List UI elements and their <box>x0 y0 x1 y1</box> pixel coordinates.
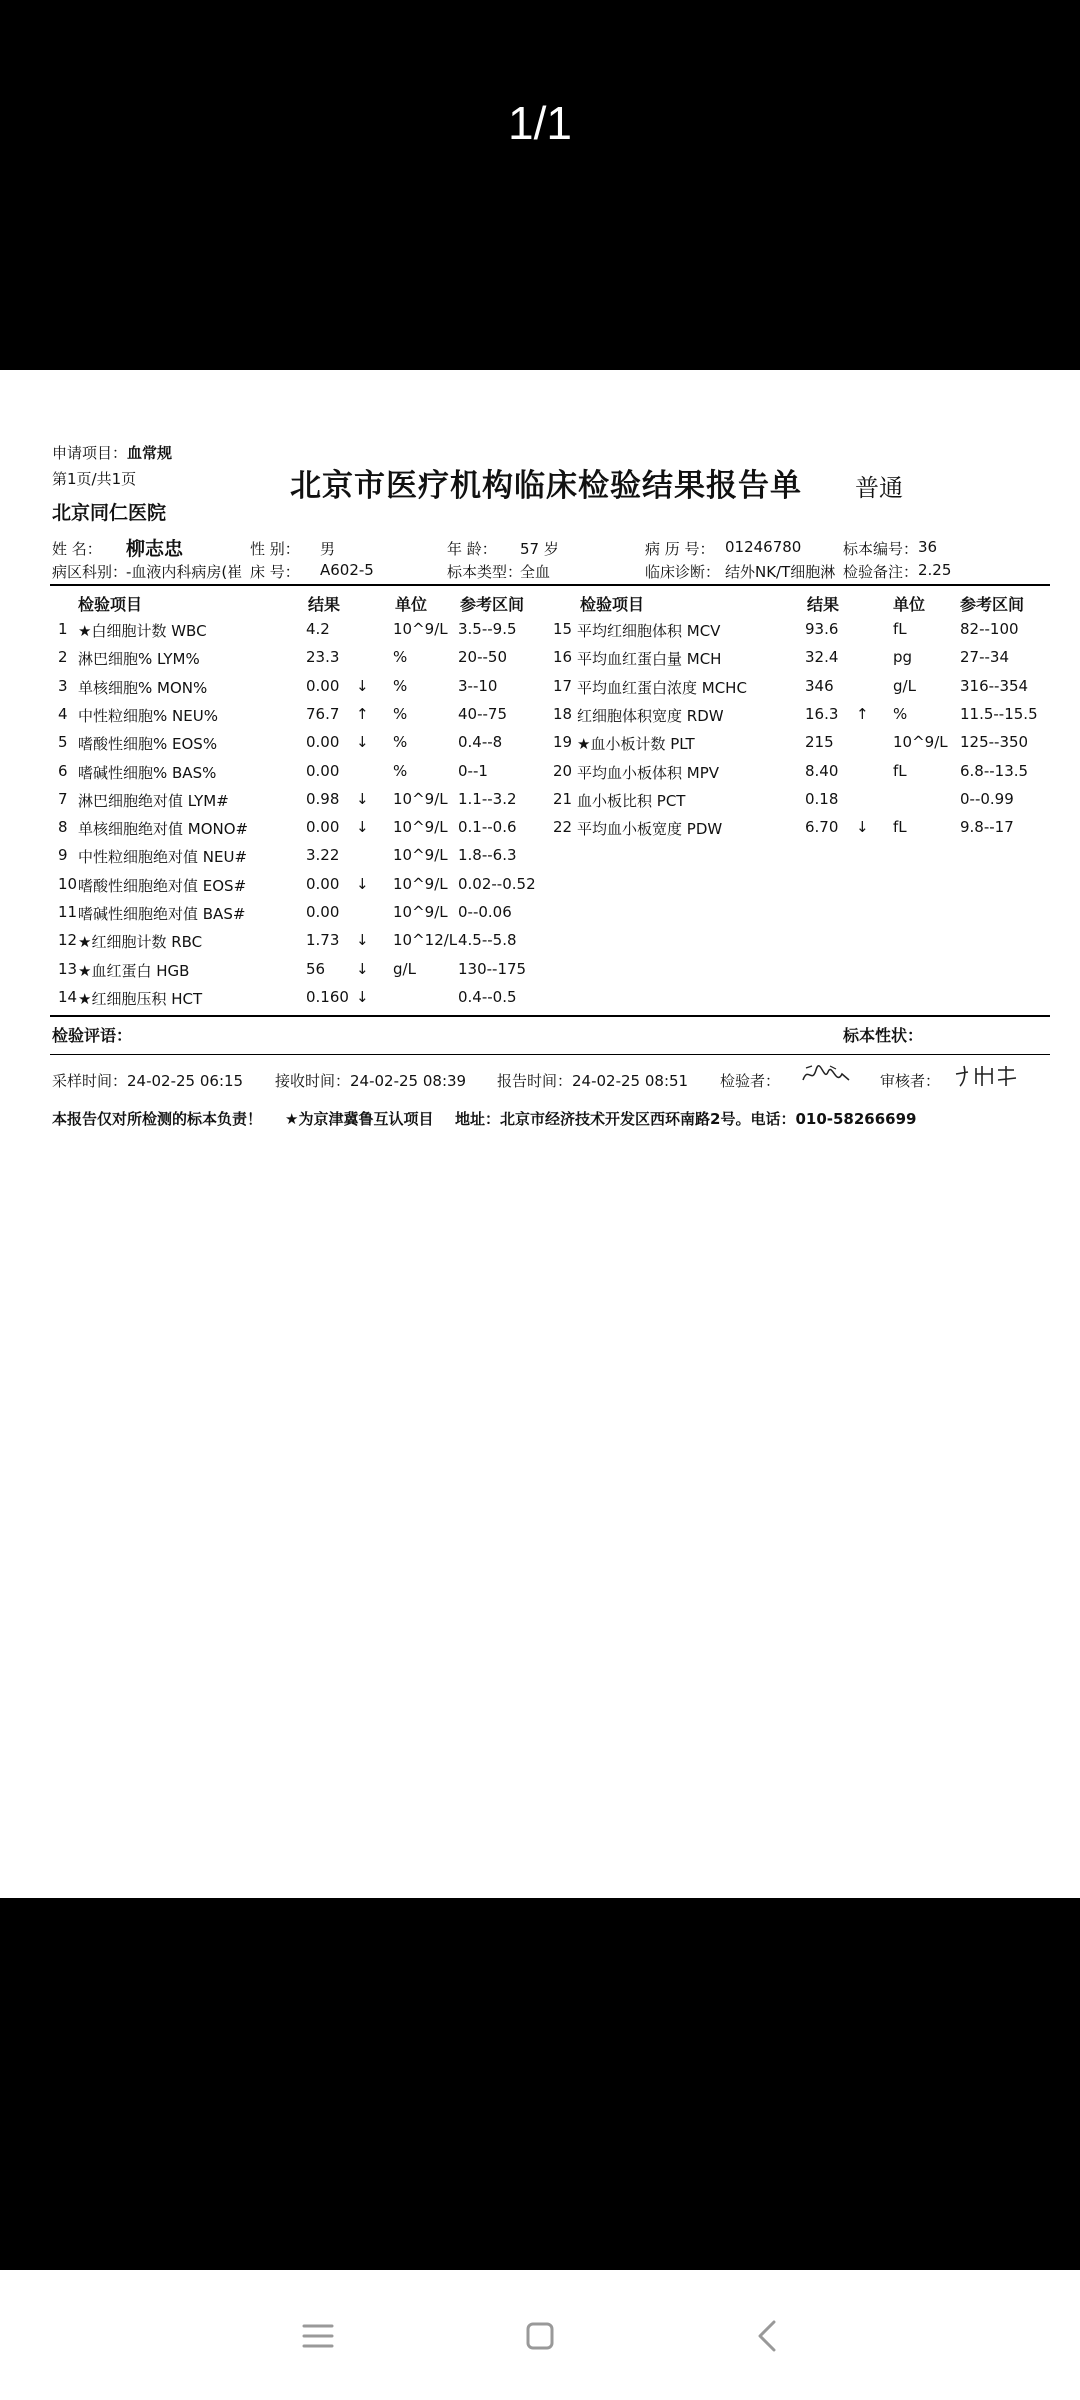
reviewer-signature-icon <box>952 1060 1022 1090</box>
diagnosis-label: 临床诊断： <box>645 563 721 581</box>
cell-unit: 10^9/L <box>393 846 448 865</box>
cell-range: 20--50 <box>458 648 507 667</box>
priority-label: 普通 <box>855 474 903 502</box>
home-icon <box>512 2308 568 2364</box>
cell-no: 13 <box>58 959 78 978</box>
table-row <box>0 733 1080 755</box>
cell-result: 0.98 <box>306 789 340 808</box>
cell-unit: 10^12/L <box>393 931 458 950</box>
cell-no: 1 <box>58 620 68 638</box>
cell-name: 平均血红蛋白浓度 MCHC <box>577 678 747 697</box>
sample-state-label: 标本性状： <box>843 1026 924 1045</box>
header-result-right: 结果 <box>807 595 840 614</box>
cell-flag: ↓ <box>356 874 369 893</box>
bed-value: A602-5 <box>320 561 374 579</box>
cell-name: 单核细胞绝对值 MONO# <box>78 820 249 839</box>
cell-unit: fL <box>893 620 907 638</box>
table-row <box>0 903 1080 925</box>
cell-range: 0--1 <box>458 761 488 780</box>
cell-range: 11.5--15.5 <box>960 704 1038 723</box>
cell-name: 嗜酸性细胞绝对值 EOS# <box>78 876 247 895</box>
cell-result: 23.3 <box>306 648 340 667</box>
cell-range: 1.1--3.2 <box>458 789 517 808</box>
cell-range: 0.4--0.5 <box>458 987 517 1006</box>
cell-range: 316--354 <box>960 676 1029 695</box>
cell-no: 3 <box>58 676 68 695</box>
cell-unit: % <box>393 733 408 752</box>
bed-label: 床 号： <box>250 563 300 581</box>
cell-unit: fL <box>893 761 907 780</box>
cell-no: 22 <box>553 818 573 837</box>
header-unit-right: 单位 <box>893 595 926 614</box>
cell-no: 7 <box>58 789 68 808</box>
home-button[interactable] <box>512 2308 568 2364</box>
cell-name: 平均红细胞体积 MCV <box>577 622 721 640</box>
table-row <box>0 705 1080 727</box>
cell-no: 19 <box>553 733 573 752</box>
page-indicator: 1/1 <box>508 97 572 149</box>
patient-name-label: 姓 名： <box>52 540 102 558</box>
patient-sex: 男 <box>320 540 336 558</box>
table-bottom-rule <box>50 1015 1050 1017</box>
cell-unit: 10^9/L <box>893 733 948 752</box>
cell-result: 0.00 <box>306 903 340 921</box>
cell-range: 130--175 <box>458 959 527 978</box>
reviewer-label: 审核者： <box>880 1072 941 1090</box>
cell-flag: ↓ <box>356 931 369 950</box>
cell-name: 嗜酸性细胞% EOS% <box>78 735 218 754</box>
cell-name: 中性粒细胞绝对值 NEU# <box>78 848 248 867</box>
request-value: 血常规 <box>127 444 173 462</box>
patient-name: 柳志忠 <box>126 538 184 560</box>
receive-time-value: 24-02-25 08:39 <box>350 1072 467 1090</box>
page-info: 第1页/共1页 <box>52 470 137 488</box>
record-number: 01246780 <box>725 538 802 556</box>
cell-no: 2 <box>58 648 68 667</box>
cell-flag: ↑ <box>356 704 369 723</box>
cell-no: 16 <box>553 648 573 667</box>
cell-name: 淋巴细胞绝对值 LYM# <box>78 791 229 810</box>
table-row <box>0 762 1080 784</box>
cell-result: 346 <box>805 676 834 695</box>
cell-flag: ↓ <box>356 959 369 978</box>
tester-signature-icon <box>800 1060 852 1090</box>
table-row <box>0 818 1080 840</box>
cell-no: 17 <box>553 676 573 695</box>
header-result-left: 结果 <box>308 595 341 614</box>
header-range-right: 参考区间 <box>960 595 1025 614</box>
cell-result: 8.40 <box>805 761 839 780</box>
cell-result: 0.160 <box>306 987 349 1006</box>
back-button[interactable] <box>740 2308 796 2364</box>
cell-flag: ↑ <box>856 704 869 723</box>
report-title: 北京市医疗机构临床检验结果报告单 <box>290 468 802 504</box>
cell-range: 3.5--9.5 <box>458 620 517 638</box>
table-row <box>0 846 1080 868</box>
receive-time-label: 接收时间： <box>275 1072 351 1090</box>
table-row <box>0 790 1080 812</box>
cell-unit: 10^9/L <box>393 789 448 808</box>
header-item-left: 检验项目 <box>78 595 143 614</box>
back-icon <box>740 2308 796 2364</box>
cell-no: 4 <box>58 704 68 723</box>
cell-range: 9.8--17 <box>960 818 1014 837</box>
comment-rule <box>50 1054 1050 1055</box>
cell-result: 56 <box>306 959 326 978</box>
cell-range: 0--0.06 <box>458 903 512 921</box>
collect-time-label: 采样时间： <box>52 1072 128 1090</box>
cell-unit: % <box>393 704 408 723</box>
cell-range: 0.02--0.52 <box>458 874 536 893</box>
cell-no: 12 <box>58 931 78 950</box>
dept-label: 病区科别： <box>52 563 128 581</box>
header-item-right: 检验项目 <box>580 595 645 614</box>
viewer-top-bar <box>0 0 1080 370</box>
footer-mutual: ★为京津冀鲁互认项目 <box>285 1110 434 1128</box>
patient-sex-label: 性 别： <box>250 540 300 558</box>
cell-no: 5 <box>58 733 68 752</box>
cell-name: ★红细胞计数 RBC <box>78 933 203 952</box>
cell-result: 0.00 <box>306 818 340 837</box>
cell-flag: ↓ <box>856 818 869 837</box>
report-time-value: 24-02-25 08:51 <box>572 1072 689 1090</box>
cell-name: ★白细胞计数 WBC <box>78 622 207 640</box>
cell-result: 0.18 <box>805 789 839 808</box>
cell-range: 6.8--13.5 <box>960 761 1029 780</box>
record-label: 病 历 号： <box>645 540 715 558</box>
collect-time-value: 24-02-25 06:15 <box>127 1072 244 1090</box>
cell-range: 0--0.99 <box>960 789 1014 808</box>
sample-type-label: 标本类型： <box>447 563 523 581</box>
note-value: 2.25 <box>918 561 952 579</box>
table-top-rule <box>50 584 1050 586</box>
cell-name: 嗜碱性细胞% BAS% <box>78 763 217 782</box>
cell-range: 27--34 <box>960 648 1009 667</box>
cell-unit: pg <box>893 648 913 667</box>
tester-label: 检验者： <box>720 1072 781 1090</box>
table-row <box>0 677 1080 699</box>
cell-range: 1.8--6.3 <box>458 846 517 865</box>
cell-flag: ↓ <box>356 676 369 695</box>
cell-name: ★血小板计数 PLT <box>577 735 695 754</box>
cell-unit: % <box>393 761 408 780</box>
cell-unit: 10^9/L <box>393 818 448 837</box>
cell-result: 76.7 <box>306 704 340 723</box>
patient-age: 57 岁 <box>520 540 559 558</box>
cell-result: 16.3 <box>805 704 839 723</box>
header-unit-left: 单位 <box>395 595 428 614</box>
cell-name: 嗜碱性细胞绝对值 BAS# <box>78 905 246 923</box>
cell-result: 6.70 <box>805 818 839 837</box>
footer-address: 地址：北京市经济技术开发区西环南路2号。电话：010-58266699 <box>455 1110 917 1128</box>
table-row <box>0 875 1080 897</box>
patient-age-label: 年 龄： <box>447 540 497 558</box>
cell-name: 单核细胞% MON% <box>78 678 208 697</box>
cell-name: 平均血小板体积 MPV <box>577 763 720 782</box>
cell-no: 8 <box>58 818 68 837</box>
cell-result: 3.22 <box>306 846 340 865</box>
cell-flag: ↓ <box>356 818 369 837</box>
sample-type: 全血 <box>520 563 551 581</box>
report-time <box>497 1070 688 1091</box>
cell-unit: % <box>893 704 908 723</box>
table-row <box>0 648 1080 670</box>
cell-unit: 10^9/L <box>393 903 448 921</box>
cell-range: 4.5--5.8 <box>458 931 517 950</box>
cell-result: 0.00 <box>306 874 340 893</box>
cell-name: 淋巴细胞% LYM% <box>78 650 200 669</box>
cell-name: 血小板比积 PCT <box>577 791 686 810</box>
cell-unit: % <box>393 648 408 667</box>
cell-unit: % <box>393 676 408 695</box>
cell-result: 93.6 <box>805 620 839 638</box>
sample-no-label: 标本编号： <box>843 540 919 558</box>
cell-unit: g/L <box>893 676 916 695</box>
cell-result: 1.73 <box>306 931 340 950</box>
menu-button[interactable] <box>290 2308 346 2364</box>
cell-unit: g/L <box>393 959 416 978</box>
cell-unit: 10^9/L <box>393 874 448 893</box>
cell-no: 15 <box>553 620 573 638</box>
cell-range: 3--10 <box>458 676 498 695</box>
cell-range: 82--100 <box>960 620 1019 638</box>
cell-name: 平均血红蛋白量 MCH <box>577 650 722 669</box>
request-label: 申请项目： <box>52 444 128 462</box>
cell-name: ★红细胞压积 HCT <box>78 989 203 1008</box>
table-row <box>0 960 1080 982</box>
cell-result: 0.00 <box>306 676 340 695</box>
header-range-left: 参考区间 <box>460 595 525 614</box>
hospital-name: 北京同仁医院 <box>52 502 167 524</box>
cell-no: 21 <box>553 789 573 808</box>
menu-icon <box>290 2308 346 2364</box>
cell-name: 中性粒细胞% NEU% <box>78 706 218 725</box>
cell-result: 32.4 <box>805 648 839 667</box>
cell-range: 40--75 <box>458 704 507 723</box>
cell-flag: ↓ <box>356 789 369 808</box>
cell-name: 红细胞体积宽度 RDW <box>577 706 724 725</box>
sample-no: 36 <box>918 538 938 556</box>
cell-unit: 10^9/L <box>393 620 448 638</box>
table-row <box>0 931 1080 953</box>
cell-name: ★血红蛋白 HGB <box>78 961 190 980</box>
cell-range: 0.4--8 <box>458 733 503 752</box>
report-time-label: 报告时间： <box>497 1072 573 1090</box>
comment-label: 检验评语： <box>52 1026 133 1045</box>
cell-no: 6 <box>58 761 68 780</box>
cell-result: 4.2 <box>306 620 330 638</box>
system-nav-bar <box>0 2270 1080 2400</box>
cell-range: 0.1--0.6 <box>458 818 517 837</box>
cell-no: 18 <box>553 704 573 723</box>
cell-no: 14 <box>58 987 78 1006</box>
report-document[interactable] <box>0 370 1080 1898</box>
request-item <box>52 442 172 463</box>
receive-time <box>275 1070 466 1091</box>
cell-range: 125--350 <box>960 733 1029 752</box>
cell-no: 11 <box>58 903 78 921</box>
cell-result: 0.00 <box>306 761 340 780</box>
table-row <box>0 988 1080 1010</box>
cell-name: 平均血小板宽度 PDW <box>577 820 723 839</box>
collect-time <box>52 1070 243 1091</box>
cell-result: 0.00 <box>306 733 340 752</box>
table-row <box>0 620 1080 642</box>
cell-unit: fL <box>893 818 907 837</box>
cell-result: 215 <box>805 733 834 752</box>
cell-flag: ↓ <box>356 987 369 1006</box>
cell-no: 10 <box>58 874 78 893</box>
cell-no: 9 <box>58 846 68 865</box>
cell-flag: ↓ <box>356 733 369 752</box>
viewer-bottom-area <box>0 1898 1080 2270</box>
footer-note: 本报告仅对所检测的标本负责！ <box>52 1110 263 1128</box>
diagnosis-value: 结外NK/T细胞淋 <box>725 563 836 581</box>
note-label: 检验备注： <box>843 563 919 581</box>
cell-no: 20 <box>553 761 573 780</box>
dept-value: -血液内科病房(崔 <box>126 563 243 581</box>
